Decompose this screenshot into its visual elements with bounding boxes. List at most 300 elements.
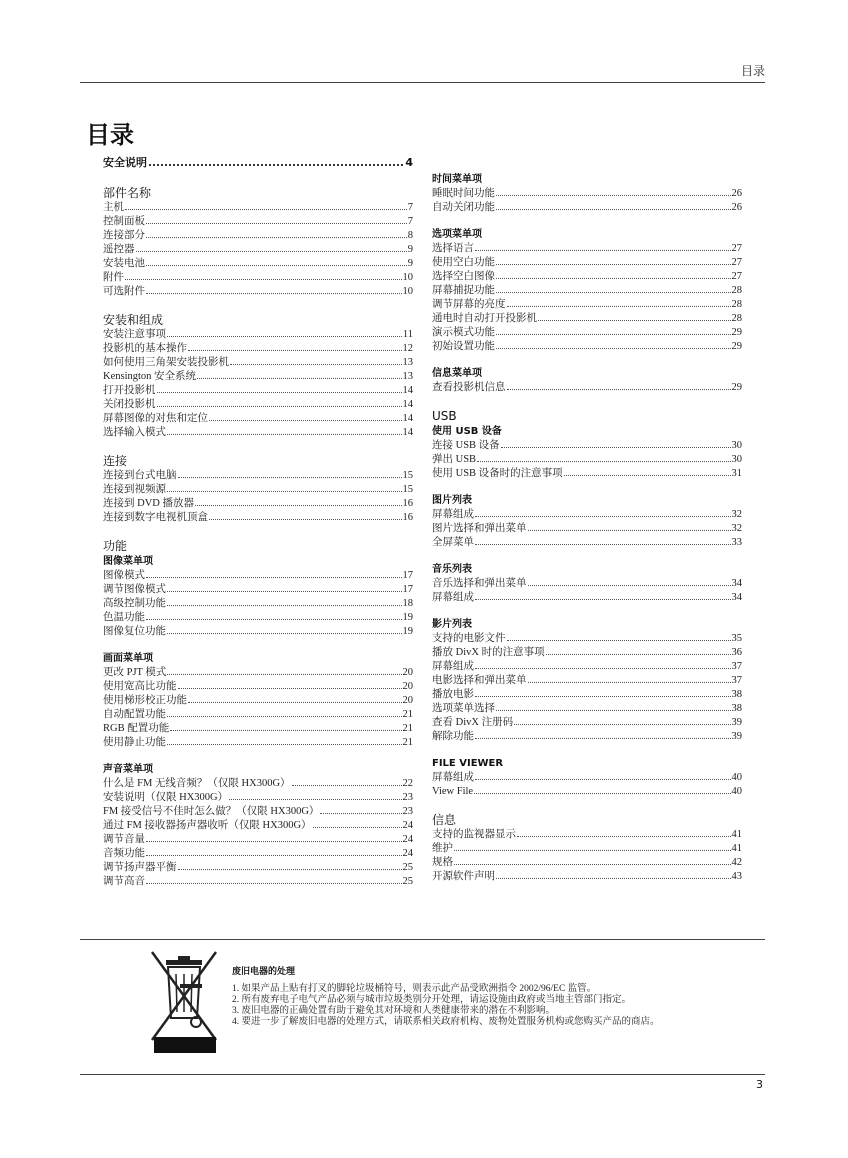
toc-entry[interactable] [103, 384, 413, 398]
toc-entry[interactable] [432, 828, 742, 842]
toc-entry[interactable] [432, 660, 742, 674]
toc-entry-page: 24 [402, 834, 413, 845]
toc-entry-title: 屏幕捕捉功能 [432, 285, 495, 296]
toc-entry-title: 使用梯形校正功能 [103, 695, 187, 706]
toc-entry-title: 图像模式 [103, 570, 145, 581]
toc-dot-leader [475, 778, 731, 780]
toc-entry-page: 27 [731, 243, 742, 254]
toc-entry-title: 屏幕组成 [432, 592, 474, 603]
toc-entry[interactable] [103, 861, 413, 875]
toc-entry[interactable] [103, 426, 413, 440]
toc-dot-leader [167, 433, 402, 435]
toc-entry-title: 支持的电影文件 [432, 633, 506, 644]
toc-entry[interactable] [432, 785, 742, 799]
toc-entry-page: 11 [402, 329, 413, 340]
toc-entry[interactable] [432, 591, 742, 605]
toc-entry[interactable] [103, 736, 413, 750]
toc-entry[interactable] [103, 342, 413, 356]
toc-section-heading: 连接 [103, 454, 128, 468]
toc-entry-page: 4 [405, 156, 413, 169]
toc-entry-page: 14 [402, 385, 413, 396]
toc-subsection-heading: 图像菜单项 [103, 556, 153, 567]
toc-section [103, 762, 413, 889]
toc-dot-leader [475, 543, 731, 545]
toc-entry-page: 21 [402, 709, 413, 720]
toc-dot-leader [146, 236, 407, 238]
toc-entry-page: 37 [731, 675, 742, 686]
toc-dot-leader [167, 673, 401, 675]
footer-divider-top [80, 939, 765, 940]
toc-entry-page: 41 [731, 829, 742, 840]
toc-dot-leader [564, 474, 731, 476]
weee-list-item: 1. 如果产品上贴有打叉的脚轮垃圾桶符号，则表示此产品受欧洲指令 2002/96/EC 监管。 [232, 984, 597, 994]
toc-entry-page: 31 [731, 468, 742, 479]
toc-dot-leader [230, 363, 402, 365]
toc-dot-leader [188, 349, 402, 351]
toc-entry[interactable] [432, 646, 742, 660]
toc-section [103, 538, 413, 639]
toc-entry-title: 安装说明（仅限 HX300G） [103, 792, 229, 803]
toc-entry-page: 39 [731, 731, 742, 742]
toc-entry-page: 16 [402, 498, 413, 509]
toc-entry-page: 19 [402, 626, 413, 637]
toc-entry[interactable] [103, 777, 413, 791]
toc-entry[interactable] [432, 256, 742, 270]
toc-entry-page: 28 [731, 285, 742, 296]
toc-dot-leader [454, 863, 731, 865]
toc-entry-title: 查看 DivX 注册码 [432, 717, 514, 728]
toc-entry[interactable] [103, 694, 413, 708]
toc-section [103, 312, 413, 440]
toc-section [432, 812, 742, 884]
toc-entry-page: 14 [402, 399, 413, 410]
header-section-label: 目录 [740, 64, 765, 78]
toc-entry[interactable] [103, 791, 413, 805]
toc-dot-leader [496, 333, 731, 335]
weee-crossed-bin-icon [146, 948, 222, 1056]
toc-entry-page: 29 [731, 341, 742, 352]
toc-section [432, 562, 742, 605]
toc-dot-leader [167, 604, 402, 606]
toc-dot-leader [501, 446, 731, 448]
toc-entry-page: 15 [402, 484, 413, 495]
toc-entry-page: 40 [731, 772, 742, 783]
toc-entry[interactable] [103, 328, 413, 342]
toc-entry-page: 13 [402, 371, 413, 382]
toc-entry-title: 调节图像模式 [103, 584, 166, 595]
toc-entry[interactable] [432, 242, 742, 256]
toc-dot-leader [507, 388, 731, 390]
toc-entry[interactable] [432, 522, 742, 536]
toc-entry-page: 17 [402, 584, 413, 595]
toc-entry-page: 19 [402, 612, 413, 623]
toc-entry-title: FM 接受信号不佳时怎么做？（仅限 HX300G） [103, 806, 320, 817]
toc-section [103, 154, 413, 172]
toc-section [432, 493, 742, 550]
toc-entry-page: 43 [731, 871, 742, 882]
footer-divider-bottom [80, 1074, 765, 1075]
toc-dot-leader [496, 347, 731, 349]
toc-entry[interactable] [103, 497, 413, 511]
toc-entry-title: View File [432, 786, 474, 797]
toc-subsection-heading: 信息菜单项 [432, 368, 482, 379]
toc-entry-title: 色温功能 [103, 612, 145, 623]
toc-dot-leader [157, 391, 402, 393]
toc-entry-title: 连接到台式电脑 [103, 470, 177, 481]
toc-entry-title: 连接到 DVD 播放器 [103, 498, 194, 509]
toc-entry-title: 安全说明 [103, 156, 147, 169]
toc-subsection-heading: 使用 USB 设备 [432, 426, 502, 437]
toc-dot-leader [146, 264, 407, 266]
page-title: 目录 [86, 121, 134, 149]
toc-dot-leader [514, 723, 730, 725]
toc-entry-title: 开源软件声明 [432, 871, 495, 882]
toc-entry-page: 21 [402, 723, 413, 734]
toc-section-heading: USB [432, 409, 457, 423]
toc-entry-page: 23 [402, 806, 413, 817]
toc-dot-leader [167, 590, 402, 592]
toc-entry-page: 41 [731, 843, 742, 854]
toc-dot-leader [188, 701, 402, 703]
toc-entry[interactable] [432, 187, 742, 201]
toc-entry[interactable] [432, 284, 742, 298]
toc-dot-leader [149, 164, 403, 166]
toc-entry-title: 使用宽高比功能 [103, 681, 177, 692]
toc-entry-page: 9 [407, 244, 413, 255]
toc-entry[interactable] [103, 398, 413, 412]
toc-entry-title: 调节屏幕的亮度 [432, 299, 506, 310]
toc-dot-leader [209, 518, 402, 520]
toc-section-heading: 安装和组成 [103, 313, 164, 327]
toc-entry-title: 选择输入模式 [103, 427, 166, 438]
toc-subsection-heading: 声音菜单项 [103, 764, 153, 775]
toc-entry[interactable] [103, 469, 413, 483]
toc-entry[interactable] [432, 716, 742, 730]
toc-entry-title: 高级控制功能 [103, 598, 166, 609]
toc-entry-title: 演示模式功能 [432, 327, 495, 338]
toc-entry-title: 睡眠时间功能 [432, 188, 495, 199]
toc-left-column [103, 154, 413, 889]
toc-entry[interactable] [103, 847, 413, 861]
toc-entry[interactable] [103, 412, 413, 426]
toc-entry-page: 24 [402, 848, 413, 859]
toc-entry-title: 选项菜单选择 [432, 703, 495, 714]
toc-entry[interactable] [432, 688, 742, 702]
toc-section [103, 453, 413, 525]
toc-dot-leader [320, 812, 401, 814]
toc-section-heading: 部件名称 [103, 186, 152, 200]
toc-entry[interactable] [432, 508, 742, 522]
toc-entry-page: 13 [402, 357, 413, 368]
toc-entry[interactable] [432, 312, 742, 326]
toc-entry-title: 连接 USB 设备 [432, 440, 500, 451]
weee-list-item: 4. 要进一步了解废旧电器的处理方式，请联系相关政府机构、废物处置服务机构或您购买产品的商店。 [232, 1017, 660, 1027]
toc-entry[interactable] [103, 229, 413, 243]
toc-entry[interactable] [103, 708, 413, 722]
toc-entry-page: 29 [731, 382, 742, 393]
toc-entry-page: 20 [402, 695, 413, 706]
toc-entry[interactable] [103, 875, 413, 889]
toc-entry[interactable] [103, 805, 413, 819]
toc-dot-leader [136, 250, 407, 252]
toc-entry-page: 40 [731, 786, 742, 797]
toc-entry-page: 30 [731, 440, 742, 451]
toc-entry-title: 调节音量 [103, 834, 145, 845]
toc-entry[interactable] [432, 870, 742, 884]
toc-dot-leader [475, 667, 731, 669]
toc-entry[interactable] [103, 243, 413, 257]
toc-dot-leader [496, 291, 731, 293]
toc-entry-page: 25 [402, 876, 413, 887]
toc-dot-leader [209, 419, 402, 421]
toc-entry-page: 20 [402, 681, 413, 692]
toc-dot-leader [496, 277, 731, 279]
toc-entry[interactable] [432, 467, 742, 481]
toc-dot-leader [125, 278, 402, 280]
toc-dot-leader [157, 405, 402, 407]
toc-dot-leader [475, 737, 731, 739]
toc-entry-page: 30 [731, 454, 742, 465]
toc-entry-title: 图片选择和弹出菜单 [432, 523, 527, 534]
toc-entry-page: 17 [402, 570, 413, 581]
toc-entry[interactable] [432, 453, 742, 467]
toc-entry[interactable] [103, 356, 413, 370]
toc-entry-page: 42 [731, 857, 742, 868]
toc-subsection-heading: FILE VIEWER [432, 758, 504, 769]
toc-dot-leader [313, 826, 402, 828]
page-header [80, 58, 765, 83]
toc-entry-title: 调节扬声器平衡 [103, 862, 177, 873]
toc-entry-title: 查看投影机信息 [432, 382, 506, 393]
toc-entry[interactable] [432, 326, 742, 340]
toc-dot-leader [475, 598, 731, 600]
toc-dot-leader [507, 305, 731, 307]
toc-entry-title: 自动关闭功能 [432, 202, 495, 213]
toc-entry-page: 23 [402, 792, 413, 803]
toc-entry-title: 连接部分 [103, 230, 145, 241]
toc-entry-page: 32 [731, 509, 742, 520]
toc-section [432, 227, 742, 354]
toc-dot-leader [477, 460, 730, 462]
toc-entry-page: 25 [402, 862, 413, 873]
toc-entry-title: 什么是 FM 无线音频？（仅限 HX300G） [103, 778, 291, 789]
toc-section [432, 366, 742, 395]
toc-entry[interactable] [432, 674, 742, 688]
toc-entry-title: 使用静止功能 [103, 737, 166, 748]
toc-entry-page: 7 [407, 202, 413, 213]
toc-dot-leader [167, 335, 402, 337]
toc-entry[interactable] [432, 771, 742, 785]
toc-dot-leader [496, 877, 731, 879]
toc-entry-title: 图像复位功能 [103, 626, 166, 637]
toc-subsection-heading: 音乐列表 [432, 564, 472, 575]
toc-entry-title: 屏幕组成 [432, 772, 474, 783]
toc-entry-title: 安装电池 [103, 258, 145, 269]
toc-dot-leader [146, 840, 402, 842]
toc-entry-title: 电影选择和弹出菜单 [432, 675, 527, 686]
toc-dot-leader [496, 263, 731, 265]
toc-dot-leader [538, 319, 731, 321]
toc-section [432, 408, 742, 481]
toc-entry-title: 选择语言 [432, 243, 474, 254]
toc-entry-page: 20 [402, 667, 413, 678]
toc-section-heading: 功能 [103, 539, 128, 553]
toc-entry-page: 28 [731, 313, 742, 324]
toc-entry[interactable] [432, 577, 742, 591]
toc-entry-title: 打开投影机 [103, 385, 156, 396]
toc-entry[interactable] [103, 833, 413, 847]
toc-entry-page: 15 [402, 470, 413, 481]
toc-entry[interactable] [103, 370, 413, 384]
toc-dot-leader [170, 729, 401, 731]
toc-entry-title: 使用 USB 设备时的注意事项 [432, 468, 563, 479]
toc-entry-page: 32 [731, 523, 742, 534]
toc-entry[interactable] [432, 632, 742, 646]
toc-entry-title: 播放电影 [432, 689, 474, 700]
toc-entry[interactable] [103, 680, 413, 694]
toc-entry-page: 35 [731, 633, 742, 644]
toc-entry[interactable] [103, 597, 413, 611]
toc-entry-page: 39 [731, 717, 742, 728]
toc-dot-leader [178, 476, 402, 478]
toc-subsection-heading: 时间菜单项 [432, 174, 482, 185]
toc-dot-leader [146, 292, 402, 294]
toc-dot-leader [146, 222, 407, 224]
toc-section-heading: 信息 [432, 813, 457, 827]
toc-entry[interactable] [432, 340, 742, 354]
toc-section [432, 172, 742, 215]
toc-entry[interactable] [103, 511, 413, 525]
toc-entry-title: 更改 PJT 模式 [103, 667, 167, 678]
toc-entry[interactable] [432, 439, 742, 453]
toc-dot-leader [197, 377, 401, 379]
toc-entry-title: 音频功能 [103, 848, 145, 859]
toc-entry-title: 连接到视频源 [103, 484, 166, 495]
toc-entry-title: 屏幕图像的对焦和定位 [103, 413, 208, 424]
toc-subsection-heading: 画面菜单项 [103, 653, 153, 664]
toc-entry[interactable] [103, 257, 413, 271]
toc-entry-title: 可选附件 [103, 286, 145, 297]
toc-entry-page: 27 [731, 257, 742, 268]
toc-entry[interactable] [103, 666, 413, 680]
toc-entry-page: 26 [731, 202, 742, 213]
toc-entry[interactable] [432, 842, 742, 856]
toc-entry[interactable] [432, 730, 742, 744]
toc-entry-page: 33 [731, 537, 742, 548]
toc-entry[interactable] [103, 569, 413, 583]
page-number: 3 [756, 1078, 763, 1091]
toc-entry[interactable] [103, 722, 413, 736]
toc-dot-leader [475, 515, 731, 517]
toc-lead-entry[interactable] [103, 154, 413, 172]
toc-entry-page: 38 [731, 703, 742, 714]
toc-entry[interactable] [103, 271, 413, 285]
toc-subsection-heading: 影片列表 [432, 619, 472, 630]
toc-entry-title: 调节高音 [103, 876, 145, 887]
toc-entry-page: 7 [407, 216, 413, 227]
toc-entry-title: RGB 配置功能 [103, 723, 170, 734]
toc-entry-page: 10 [402, 286, 413, 297]
toc-entry-title: 初始设置功能 [432, 341, 495, 352]
toc-entry-page: 24 [402, 820, 413, 831]
toc-entry[interactable] [103, 201, 413, 215]
toc-dot-leader [454, 849, 731, 851]
toc-dot-leader [475, 695, 731, 697]
toc-dot-leader [496, 709, 731, 711]
weee-list-item: 3. 废旧电器的正确处置有助于避免其对环境和人类健康带来的潜在不利影响。 [232, 1006, 556, 1016]
toc-entry[interactable] [432, 856, 742, 870]
toc-section [103, 185, 413, 299]
toc-entry-title: 播放 DivX 时的注意事项 [432, 647, 545, 658]
toc-entry[interactable] [103, 625, 413, 639]
toc-entry-title: 控制面板 [103, 216, 145, 227]
toc-dot-leader [146, 854, 402, 856]
toc-entry-title: 连接到数字电视机顶盒 [103, 512, 208, 523]
toc-entry-page: 9 [407, 258, 413, 269]
toc-entry-page: 28 [731, 299, 742, 310]
toc-entry[interactable] [103, 285, 413, 299]
toc-entry-title: 解除功能 [432, 731, 474, 742]
toc-entry-page: 38 [731, 689, 742, 700]
toc-entry-page: 27 [731, 271, 742, 282]
toc-dot-leader [528, 529, 731, 531]
toc-entry[interactable] [432, 298, 742, 312]
toc-dot-leader [474, 792, 730, 794]
toc-entry[interactable] [432, 702, 742, 716]
toc-entry-page: 12 [402, 343, 413, 354]
toc-entry-title: 选择空白图像 [432, 271, 495, 282]
toc-dot-leader [146, 576, 402, 578]
toc-entry-title: 维护 [432, 843, 453, 854]
toc-entry[interactable] [432, 201, 742, 215]
toc-dot-leader [195, 504, 402, 506]
toc-entry-title: 投影机的基本操作 [103, 343, 187, 354]
toc-dot-leader [167, 632, 402, 634]
toc-entry[interactable] [432, 270, 742, 284]
toc-entry-title: 通过 FM 接收器扬声器收听（仅限 HX300G） [103, 820, 312, 831]
toc-entry[interactable] [103, 611, 413, 625]
toc-subsection-heading: 图片列表 [432, 495, 472, 506]
toc-dot-leader [496, 208, 731, 210]
toc-entry-title: 通电时自动打开投影机 [432, 313, 537, 324]
toc-dot-leader [146, 882, 402, 884]
toc-entry[interactable] [103, 215, 413, 229]
toc-entry-title: 弹出 USB [432, 454, 477, 465]
toc-entry-title: 全屏菜单 [432, 537, 474, 548]
toc-right-column [432, 154, 742, 884]
toc-entry-page: 37 [731, 661, 742, 672]
toc-entry[interactable] [103, 583, 413, 597]
toc-entry-title: 遥控器 [103, 244, 135, 255]
toc-entry[interactable] [103, 819, 413, 833]
toc-entry[interactable] [432, 536, 742, 550]
toc-dot-leader [125, 208, 407, 210]
toc-entry-page: 36 [731, 647, 742, 658]
toc-entry-title: 关闭投影机 [103, 399, 156, 410]
weee-title: 废旧电器的处理 [232, 967, 296, 977]
toc-section [432, 617, 742, 744]
toc-dot-leader [167, 715, 402, 717]
weee-list-item: 2. 所有废弃电子电气产品必须与城市垃圾类别分开处理，请运设施由政府或当地主管部门指定。 [232, 995, 632, 1005]
toc-section [432, 756, 742, 799]
toc-entry-title: 屏幕组成 [432, 509, 474, 520]
toc-entry-title: 如何使用三角架安装投影机 [103, 357, 229, 368]
toc-entry[interactable] [103, 483, 413, 497]
toc-entry[interactable] [432, 381, 742, 395]
toc-entry-title: 规格 [432, 857, 453, 868]
toc-dot-leader [178, 868, 402, 870]
toc-dot-leader [292, 784, 402, 786]
